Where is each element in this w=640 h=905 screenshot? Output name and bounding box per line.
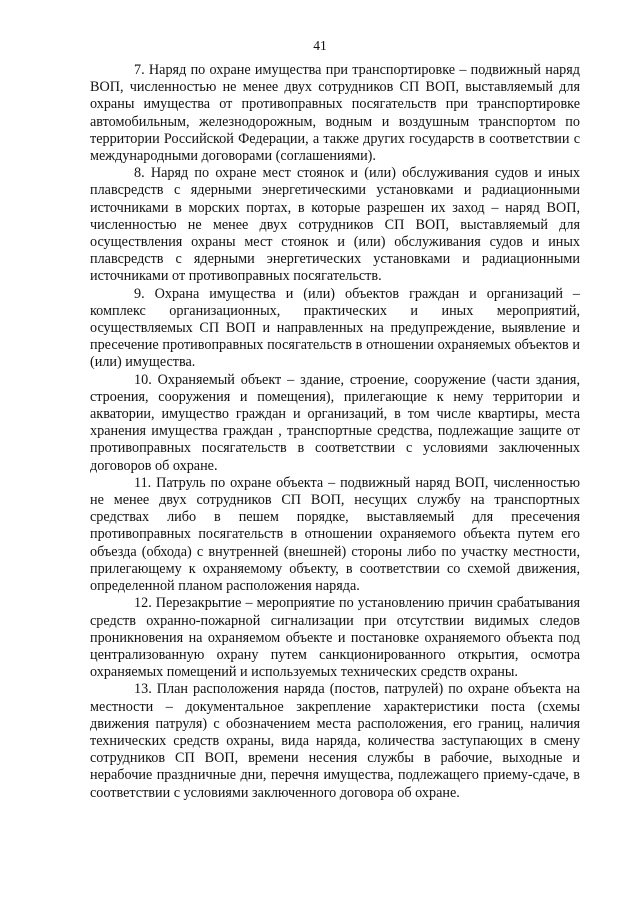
page-number: 41 (313, 38, 327, 53)
paragraph-10: 10. Охраняемый объект – здание, строение, сооружение (части здания, строения, сооружения и помещения), прилегающие к нему территории и акватории, имущество граждан и организаций, в том числе квартиры, места хранения имущества граждан , транспортные средства, подлежащие защите от противоправных посягательств в соответствии с условиями заключенных договоров об охране. (90, 371, 580, 474)
paragraph-12: 12. Перезакрытие – мероприятие по установлению причин срабатывания средств охранно-пожарной сигнализации при отсутствии видимых следов проникновения на охраняемом объекте и постановке охраняемого объекта под централизованную охрану путем санкционированного открытия, осмотра охраняемых помещений и используемых технических средств охраны. (90, 595, 580, 681)
document-body (90, 62, 580, 802)
paragraph-13: 13. План расположения наряда (постов, патрулей) по охране объекта на местности – документальное закрепление характеристики поста (схемы движения патруля) с обозначением места расположения, его границ, наличия технических средств охраны, вида наряда, количества заступающих в смену сотрудников СП ВОП, времени несения службы в рабочие, выходные и нерабочие праздничные дни, перечня имущества, подлежащего приему-сдаче, в соответствии с условиями заключенного договора об охране. (90, 681, 580, 801)
paragraph-9: 9. Охрана имущества и (или) объектов граждан и организаций – комплекс организационных, практических и иных мероприятий, осуществляемых СП ВОП и направленных на предупреждение, выявление и пресечение противоправных посягательств в отношении охраняемых объектов и (или) имущества. (90, 285, 580, 371)
paragraph-11: 11. Патруль по охране объекта – подвижный наряд ВОП, численностью не менее двух сотрудников СП ВОП, несущих службу на транспортных средствах либо в пешем порядке, выставляемый для пресечения противоправных посягательств в отношении охраняемого объекта путем его объезда (обхода) с внутренней (внешней) стороны либо по участку местности, прилегающему к охраняемому объекту, в соответствии со схемой движения, определенной планом расположения наряда. (90, 474, 580, 595)
paragraph-7: 7. Наряд по охране имущества при транспортировке – подвижный наряд ВОП, численностью не менее двух сотрудников СП ВОП, выставляемый для охраны имущества от противоправных посягательств при транспортировке автомобильным, железнодорожным, водным и воздушным транспортом по территории Российской Федерации, а также других государств в соответствии с международными договорами (соглашениями). (90, 62, 580, 165)
paragraph-8: 8. Наряд по охране мест стоянок и (или) обслуживания судов и иных плавсредств с ядерными энергетическими установками и радиационными источниками в морских портах, в которые разрешен их заход – наряд ВОП, численностью не менее двух сотрудников СП ВОП, выставляемый для осуществления охраны мест стоянок и (или) обслуживания судов и иных плавсредств с ядерными энергетических установками и радиационными источниками от противоправных посягательств. (90, 165, 580, 285)
